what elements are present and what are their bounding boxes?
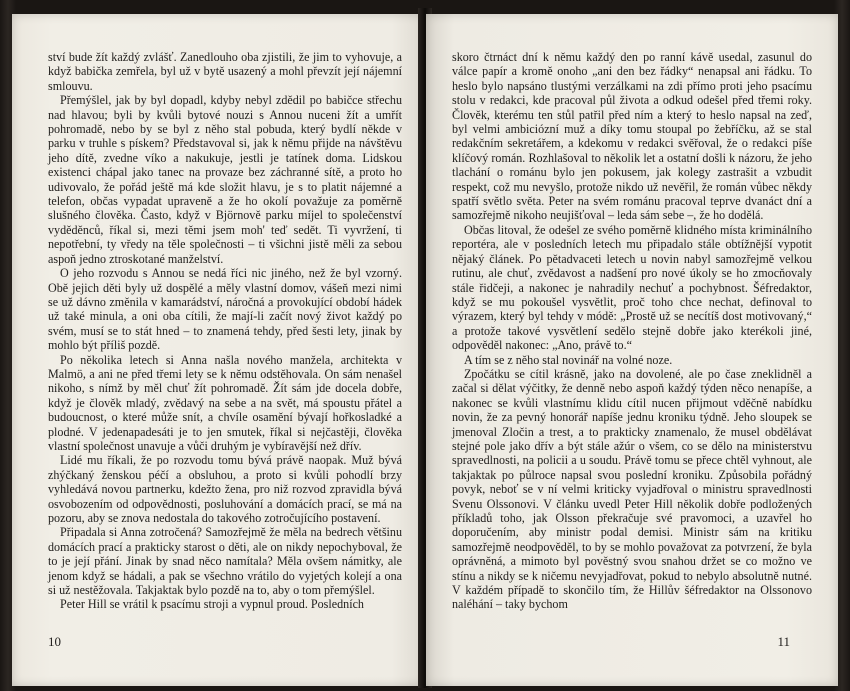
paragraph: O jeho rozvodu s Annou se nedá říci nic jiného, než že byl vzorný. Obě jejich děti byly už dospělé a měly vlastní domov, vášeň mezi nimi se už dávno změnila v kamarádství, náročná a provokující období hádek už také minula, a oni oba cítili, že mají-li začít nový život každý po svém, musí se to stát hned – to znamená tehdy, před šesti lety, jinak by mohlo být příliš pozdě. [48, 266, 402, 353]
paragraph: Po několika letech si Anna našla nového manžela, architekta v Malmö, a ani ne před třemi lety se k němu odstěhovala. On sám nenašel nikoho, s nímž by měl chuť žít pohromadě. Žít sám jde docela dobře, když je člověk mladý, zvědavý na sebe a na svět, má spoustu přátel a budoucnost, o které může snít, a chvíle osamění bývají hořkosladké a plodné. V jedenapadesáti je to jen smutek, říkal si nejčastěji, člověka vlastní společnost unavuje a vůči druhým je vybíravější než dřív. [48, 352, 402, 453]
paragraph: Přemýšlel, jak by byl dopadl, kdyby nebyl zdědil po babičce střechu nad hlavou; byli by kvůli bytové nouzi s Annou nuceni žít a umřít pohromadě, nebo by se byl z něho stal pobuda, který bydlí někde v parku v truhle s pískem? Představoval si, jak k němu přijde na návštěvu jeho dítě, zvedne víko a nakukuje, jestli je tatínek doma. Lidskou existenci chápal jako tanec na provaze bez záchranné sítě, a proto ho udivovalo, že pořád ještě má kde složit hlavu, je s to platit nájemné a telefon, občas vypadat upraveně a že ho okolí považuje za poměrně slušného člověka. Často, když v Björnově parku míjel to společenství vyděděnců, říkal si, mezi těmi jsem moh' teď sedět. Ti vyvržení, ti nepotřební, ty vředy na těle společnosti – ti všichni jistě měli za sebou aspoň jedno ztroskotané manželství. [48, 93, 402, 266]
paragraph: Lidé mu říkali, že po rozvodu tomu bývá právě naopak. Muž bývá zhýčkaný ženskou péčí a obsluhou, a proto si kvůli pohodlí brzy vyhledává novou partnerku, kdežto žena, pro niž rozvod zpravidla bývá osvobozením od odpovědnosti, posluhování a domácích prací, se má na pozoru, aby se znova nedostala do takového zotročujícího postavení. [48, 453, 402, 525]
paragraph: Peter Hill se vrátil k psacímu stroji a vypnul proud. Posledních [60, 597, 364, 612]
paragraph: Připadala si Anna zotročená? Samozřejmě že měla na bedrech většinu domácích prací a prakticky starost o děti, ale on nikdy nepochyboval, že to je její přání. Jinak by snad něco namítala? Měla ovšem námitky, ale jenom když se hádali, a pak se všechno vrátilo do vyjetých kolejí a ona si už nestěžovala. Takjaktak bylo pozdě na to, aby o tom přemýšlel. [48, 525, 402, 598]
page-number-right: 11 [777, 634, 790, 649]
left-page [12, 14, 424, 686]
right-page [426, 14, 838, 686]
page-number-left: 10 [48, 634, 61, 649]
paragraph: Zpočátku se cítil krásně, jako na dovolené, ale po čase zneklidněl a začal si dělat výčitky, že denně nebo aspoň každý týden něco nenapíše, a nakonec se kvůli vlastnímu klidu cítil nucen přijmout vděčně nabídku novin, že za pevný honorář napíše jednu kroniku týdně. Jeho sloupek se jmenoval Zločin a trest, a to prakticky znamenalo, že musel obdělávat stejné pole jako dřív a být stále ažúr o všem, co se dělo na ministerstvu spravedlnosti, na policii a u soudu. Právě tomu se přece chtěl vyhnout, ale takjaktak po půlroce napsal svou poslední kroniku. Způsobila pořádný povyk, neboť se v ní velmi kriticky vyjadřoval o ministru spravedlnosti Svenu Olssonovi. V článku uvedl Peter Hill několik dobře podložených příkladů toho, jak Olsson překračuje své pravomoci, a uzavřel ho doporučením, aby ministr podal demisi. Ministr sám na kritiku samozřejmě neodpověděl, to by se mohlo považovat za potvrzení, že byla oprávněná, a mimoto byl pověstný svou snahou držet se co možno ve stínu a nikdy se k ničemu nevyjadřovat, pokud to nebylo absolutně nutné. V každém případě to skončilo tím, že Hillův šéfredaktor na Olssonovo naléhání – taky bychom [452, 366, 812, 612]
paragraph: ství bude žít každý zvlášť. Zanedlouho oba zjistili, že jim to vyhovuje, a když babička zemřela, byl už v bytě usazený a mohl převzít její nájemní smlouvu. [48, 50, 402, 93]
paragraph: A tím se z něho stal novinář na volné noze. [464, 352, 673, 367]
paragraph: skoro čtrnáct dní k němu každý den po ranní kávě usedal, zasunul do válce papír a kromě onoho „ani den bez řádky“ nenapsal ani řádku. To heslo bylo napsáno tlustými verzálkami na zdi přímo proti jeho psacímu stolu v redakci, kde pracoval půl života a odkud odešel před třemi roky. Člověk, kterému ten stůl patřil před ním a který to heslo napsal na zeď, byl velmi ambiciózní muž a díky tomu stoupal po žebříčku, až se stal redakčním sekretářem, a kdekomu v redakci svěřoval, že o redakci píše klíčový román. Rozhlašoval to několik let a ostatní došli k názoru, že jeho tlachání o románu bylo jen pokusem, jak kolegy zastrašit a vzbudit respekt, což mu nevyšlo, protože nikdo už nevěřil, že román vůbec někdy spatří světlo světa. Peter na svém románu pracoval teprve dvanáct dní a samozřejmě nikoho neujišťoval – leda sám sebe –, že ho dodělá. [452, 50, 812, 223]
right-page-text [452, 50, 812, 612]
left-page-text [48, 50, 402, 612]
paragraph: Občas litoval, že odešel ze svého poměrně klidného místa kriminálního reportéra, ale v posledních letech mu připadalo stále obtížnější vypotit nějaký článek. Po pětadvaceti letech u novin nabyl samozřejmě velkou rutinu, ale chuť, zvědavost a nadšení pro nové úkoly se ho zmocňovaly stále řidčeji, a nakonec je nahradily nechuť a pochybnost. Šéfredaktor, když se mu pokoušel vysvětlit, proč toho chce nechat, definoval to výrazem, který byl tehdy v módě: „Prostě už se necítíš dost motivovaný,“ a protože takové vysvětlení sedělo stejně dobře jako kterékoli jiné, odpověděl nakonec: „Ano, právě to.“ [452, 222, 812, 353]
